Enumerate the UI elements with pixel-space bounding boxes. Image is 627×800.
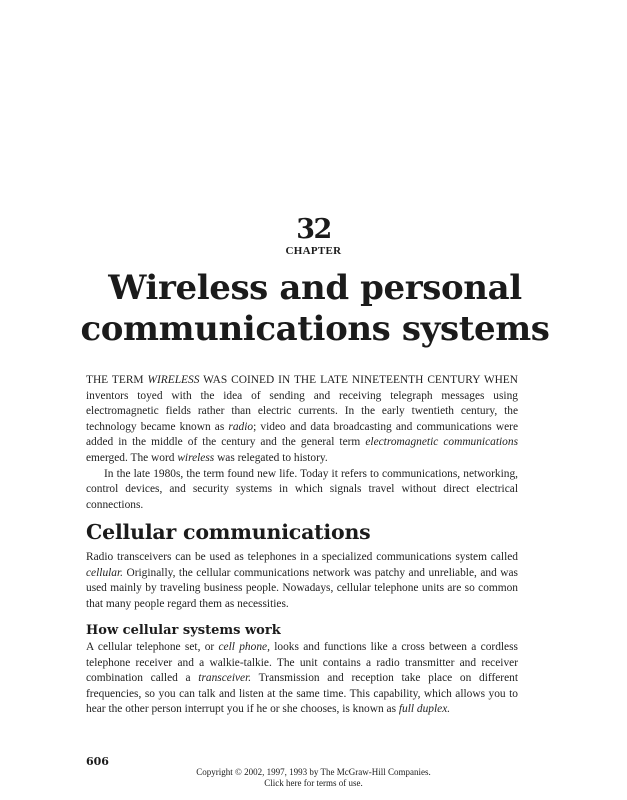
- text-run: looks and functions like a cross between a cordless telephone receiver and a walkie-talkie. The unit contains a radio transmitter and receiver combination called a: [86, 641, 518, 685]
- text-run: A cellular telephone set, or: [86, 641, 219, 653]
- italic-run: radio: [228, 420, 254, 433]
- italic-run: cell phone,: [218, 641, 270, 653]
- chapter-title: [80, 268, 550, 350]
- chapter-label: CHAPTER: [285, 245, 342, 257]
- text-run: was relegated to history.: [214, 451, 328, 464]
- subsection-text: [86, 640, 518, 718]
- text-run: Transmission and reception take place on different frequencies, so you can talk and listen at the same time. This capability, which allows you to hear the other person interrupt you if he or she chooses, is known as: [86, 672, 518, 716]
- section-text: [86, 550, 518, 612]
- page-number: 606: [86, 755, 109, 768]
- italic-run: WIRELESS: [147, 374, 200, 386]
- intro-paragraph-2: [86, 467, 518, 514]
- section-paragraph-1: [86, 550, 518, 612]
- italic-run: transceiver.: [198, 672, 252, 685]
- intro-paragraph-1: [86, 373, 518, 467]
- text-run: Originally, the cellular communications network was patchy and unreliable, and was used mainly by traveling business people. Nowadays, cellular telephone units are so common that many people regard them as necessities.: [86, 566, 518, 610]
- terms-of-use-link[interactable]: Click here for terms of use.: [264, 778, 363, 788]
- copyright-notice: [0, 767, 627, 789]
- text-run: In the late 1980s, the term found new life. Today it refers to communications, networking, control devices, and security systems in which signals travel without direct electrical connections.: [86, 467, 518, 511]
- italic-run: full duplex.: [398, 703, 451, 716]
- chapter-title-line-2: communications systems: [80, 309, 550, 349]
- text-run: Radio transceivers can be used as telephones in a specialized communications system called: [86, 551, 518, 563]
- text-run: WAS COINED IN THE LATE NINETEENTH CENTURY WHEN inventors toyed with the idea of sending and receiving telegraph messages using electromagnetic fields rather than electric currents. In the early twentieth century, the technology became known as: [86, 374, 518, 433]
- text-run: ; video and data broadcasting and communications were added in the middle of the century and the general term: [86, 420, 518, 449]
- section-heading: Cellular communications: [86, 520, 371, 544]
- chapter-number: 32: [296, 214, 331, 245]
- text-run: emerged. The word: [86, 451, 178, 464]
- chapter-title-line-1: Wireless and personal: [108, 268, 522, 308]
- text-run: THE TERM: [86, 374, 148, 386]
- italic-run: electromagnetic communications: [365, 436, 518, 449]
- italic-run: wireless: [177, 451, 215, 464]
- intro-text: [86, 373, 518, 513]
- italic-run: cellular.: [86, 566, 124, 579]
- copyright-text: Copyright © 2002, 1997, 1993 by The McGraw-Hill Companies.: [196, 767, 431, 777]
- subsection-paragraph-1: [86, 640, 518, 718]
- subsection-heading: How cellular systems work: [86, 623, 281, 638]
